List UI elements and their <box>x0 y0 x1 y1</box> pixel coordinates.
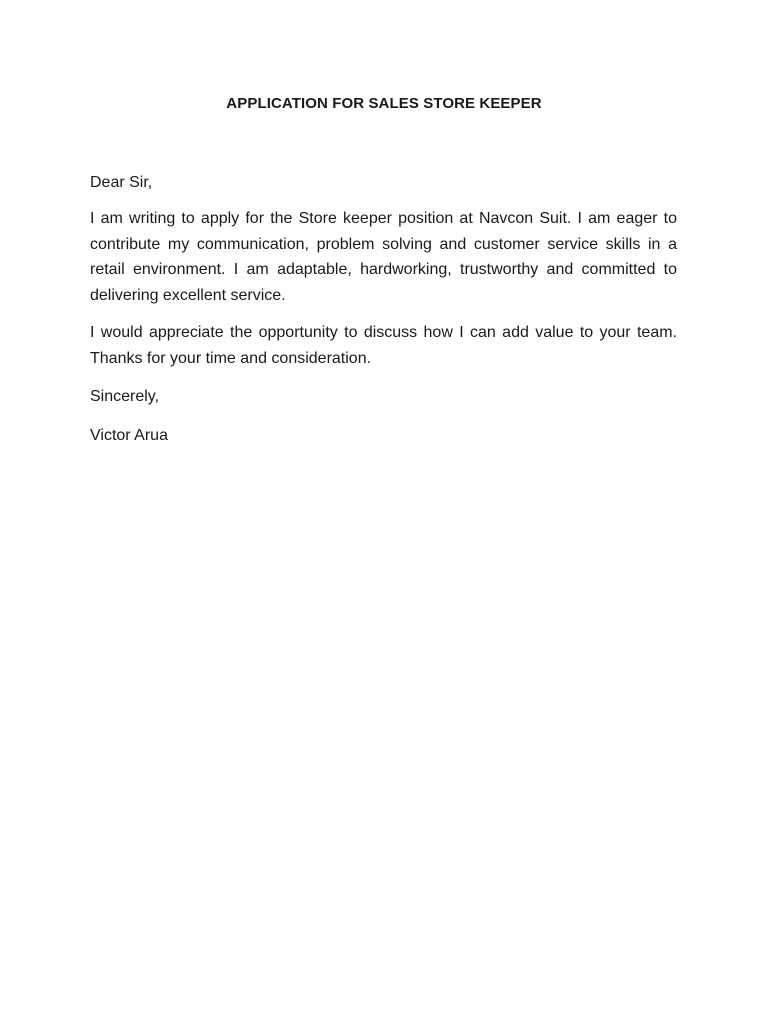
letter-signature: Victor Arua <box>90 427 168 444</box>
letter-paragraph-closing: I would appreciate the opportunity to discuss how I can add value to your team. Thanks for your time and consideration. <box>90 324 677 367</box>
letter-paragraph-intro: I am writing to apply for the Store keeper position at Navcon Suit. I am eager to contribute my communication, problem solving and customer service skills in a retail environment. I am adaptable, hardworking, trustworthy and committed to delivering excellent service. <box>90 210 677 304</box>
letter-closing: Sincerely, <box>90 388 160 405</box>
letter-title: APPLICATION FOR SALES STORE KEEPER <box>226 95 542 112</box>
letter-salutation: Dear Sir, <box>90 174 153 191</box>
